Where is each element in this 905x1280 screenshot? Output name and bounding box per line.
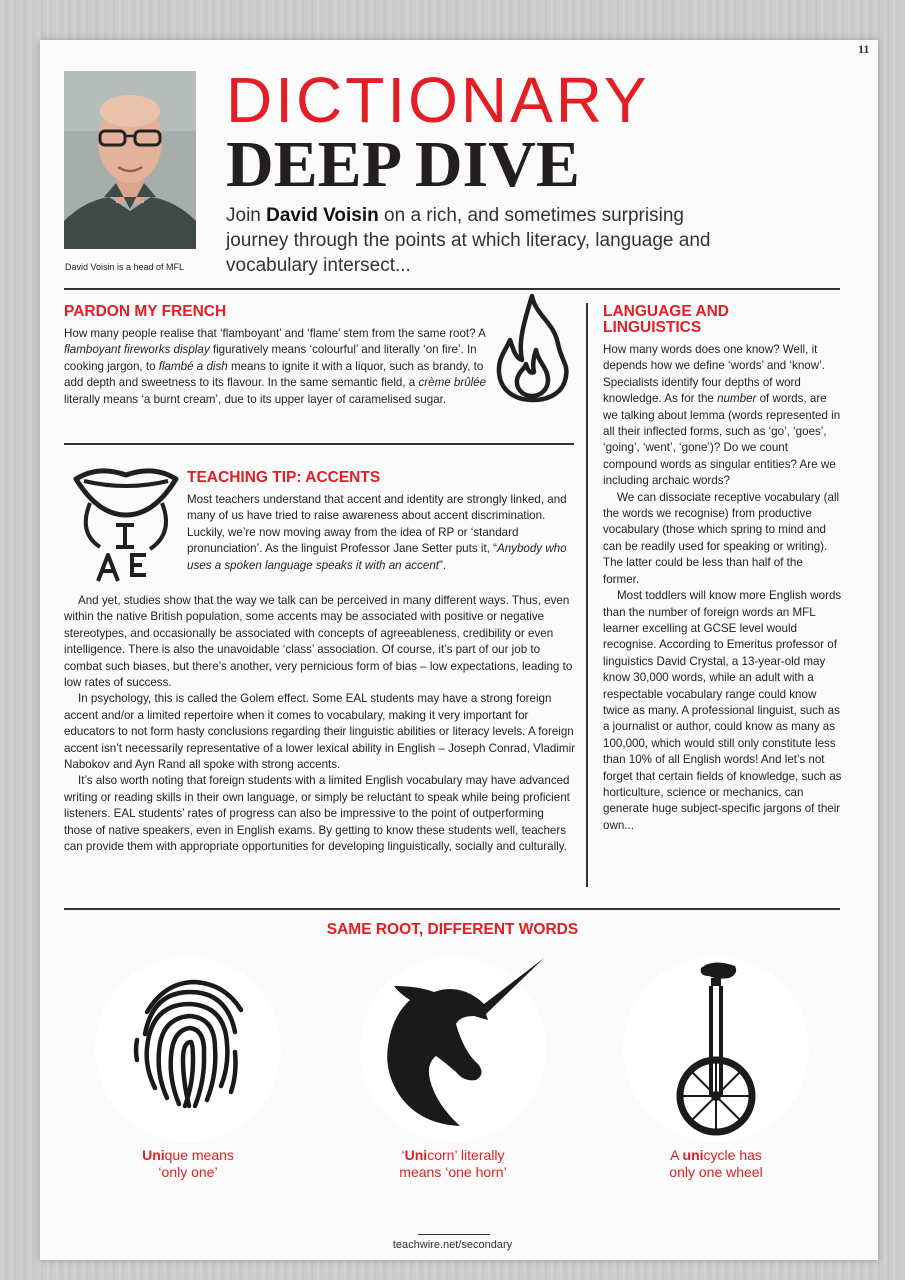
language-heading-line2: LINGUISTICS	[603, 319, 702, 336]
pardon-text-5: means to ignite it with a liquor, such as brandy, to add depth and sweetness to its flavour. In the same semantic field, a	[64, 359, 484, 390]
pardon-text	[64, 326, 490, 408]
column-rule	[586, 303, 588, 887]
pardon-heading: PARDON MY FRENCH	[64, 303, 227, 320]
section-rule	[64, 443, 574, 445]
caption-unicorn-pre: ‘	[401, 1147, 405, 1163]
setter-quote: Anybody who uses a spoken language speaks it with an accent	[187, 542, 567, 572]
caption-unique-line2: ‘only one’	[158, 1164, 218, 1180]
teaching-tip-heading: TEACHING TIP: ACCENTS	[187, 469, 381, 486]
bottom-rule	[64, 908, 840, 910]
photo-caption: David Voisin is a head of MFL	[65, 262, 185, 272]
pardon-text-2: flamboyant fireworks display	[64, 343, 210, 357]
caption-unique-bold: Uni	[142, 1147, 165, 1163]
author-name: David Voisin	[266, 205, 379, 226]
pardon-text-6: crème brûlée	[418, 376, 487, 390]
teaching-tip-intro-text: Most teachers understand that accent and identity are strongly linked, and many of us have tried to raise awareness about accent discrimination. Luckily, we’re now moving away from the idea of RP or ‘standard pronunciation’. As the linguist Professor Jane Setter puts it, “	[187, 493, 567, 556]
language-p1-a: How many words does one know? Well, it depends how we define ‘words’ and ‘know’. Specialists identify four depths of word knowledge. As for the	[603, 343, 825, 406]
unicorn-circle	[360, 956, 546, 1142]
teaching-tip-intro	[187, 492, 575, 574]
unicorn-icon	[360, 956, 546, 1142]
page-number: 11	[858, 42, 870, 56]
language-paragraph: Most toddlers will know more English words than the number of foreign words an MFL learner excelling at GCSE level would recognise. According to Emeritus professor of linguistics David Crystal, a 13-year-old may know 30,000 words, while an adult with a respectable vocabulary range could know twice as many. A professional linguist, such as a journalist or author, could know as many as 100,000, which would still only constitute less than 10% of all English words! And let’s not forget that certain fields of knowledge, such as horticulture, science or mechanics, can generate huge subject-specific jargons of their own...	[603, 589, 842, 832]
pardon-text-4: flambé a dish	[158, 359, 228, 373]
standfirst-pre: Join	[226, 205, 267, 226]
pardon-text-1: How many people realise that ‘flamboyant’ and ‘flame’ stem from the same root? A	[64, 327, 486, 340]
title-dictionary: DICTIONARY	[226, 64, 650, 136]
footer-rule	[418, 1234, 490, 1235]
teaching-tip-paragraph: It’s also worth noting that foreign students with a limited English vocabulary may have advanced writing or reading skills in their own language, or simply be reluctant to speak while being proficient listeners. EAL students’ rates of progress can also be impressive to the point of outperforming those of native speakers, even in English exams. By getting to know these students well, teachers can provide them with appropriate opportunities for developing linguistically, socially and culturally.	[64, 774, 570, 854]
header-rule	[64, 288, 840, 290]
fingerprint-circle	[95, 956, 281, 1142]
author-photo	[64, 71, 196, 249]
pardon-text-7: literally means ‘a burnt cream’, due to its upper layer of caramelised sugar.	[64, 392, 447, 406]
caption-unicycle-line2: only one wheel	[669, 1164, 763, 1180]
language-heading	[603, 304, 729, 336]
language-paragraph	[603, 342, 842, 490]
teaching-tip-paragraph: In psychology, this is called the Golem effect. Some EAL students may have a strong foreign accent and/or a limited repertoire when it comes to vocabulary, making it very important for educators to not form hasty conclusions regarding their linguistic abilities or literacy levels. A foreign accent isn’t necessarily representative of a lower lexical ability in English – Joseph Conrad, Vladimir Nabokov and Ayn Rand all spoke with strong accents.	[64, 692, 576, 772]
caption-unicorn	[360, 1147, 546, 1181]
standfirst-post: on a rich, and sometimes surprising journey through the points at which literacy, language and vocabulary intersect...	[226, 205, 711, 276]
unicycle-icon	[623, 956, 809, 1142]
language-text	[603, 342, 842, 834]
teaching-tip-body	[64, 593, 575, 856]
unicycle-circle	[623, 956, 809, 1142]
caption-unicorn-rest: corn’ literally	[427, 1147, 505, 1163]
language-p1-b: number	[717, 392, 757, 406]
caption-unicycle	[623, 1147, 809, 1181]
caption-unicycle-rest: cycle has	[703, 1147, 762, 1163]
pardon-text-3: figuratively means ‘colourful’ and literally ‘on fire’. In cooking jargon, to	[64, 343, 477, 373]
caption-unicorn-bold: Uni	[404, 1147, 428, 1163]
flame-icon	[492, 292, 574, 409]
caption-unique-rest: que means	[164, 1147, 234, 1163]
caption-unicycle-pre: A	[670, 1147, 683, 1163]
standfirst	[226, 203, 746, 278]
caption-unicorn-line2: means ‘one horn’	[399, 1164, 507, 1180]
language-paragraph: We can dissociate receptive vocabulary (all the words we recognise) from productive vocabulary (those which spring to mind and can be readily used for speaking or writing). The latter could be less than half of the former.	[603, 490, 840, 586]
same-root-heading: SAME ROOT, DIFFERENT WORDS	[326, 921, 579, 938]
caption-unicycle-bold: uni	[682, 1147, 704, 1163]
language-heading-line1: LANGUAGE AND	[603, 303, 730, 320]
language-p1-c: of words, are we talking about lemma (words represented in all their inflected forms, such as ‘go’, ‘goes’, ‘going’, ‘went’, ‘gone’)? Do we count compound words as singular entities? Are we including archaic words?	[603, 392, 841, 488]
lips-accent-icon	[70, 463, 182, 590]
caption-unique	[95, 1147, 281, 1181]
quote-end: ”.	[439, 558, 447, 572]
fingerprint-icon	[95, 956, 281, 1142]
teaching-tip-paragraph: And yet, studies show that the way we talk can be perceived in many different ways. Thus, even within the native British population, some accents may be associated with positive or negative stereotypes, and occasionally be associated with concepts of agreeableness, credibility or even intelligence. There is also the unavoidable ‘class’ association. Of course, it’s part of our job to combat such biases, but there’s another, very pernicious form of bias – low expectations, leading to low rates of success.	[64, 594, 573, 690]
title-deep-dive: DEEP DIVE	[226, 128, 580, 201]
footer-url: teachwire.net/secondary	[392, 1239, 513, 1251]
